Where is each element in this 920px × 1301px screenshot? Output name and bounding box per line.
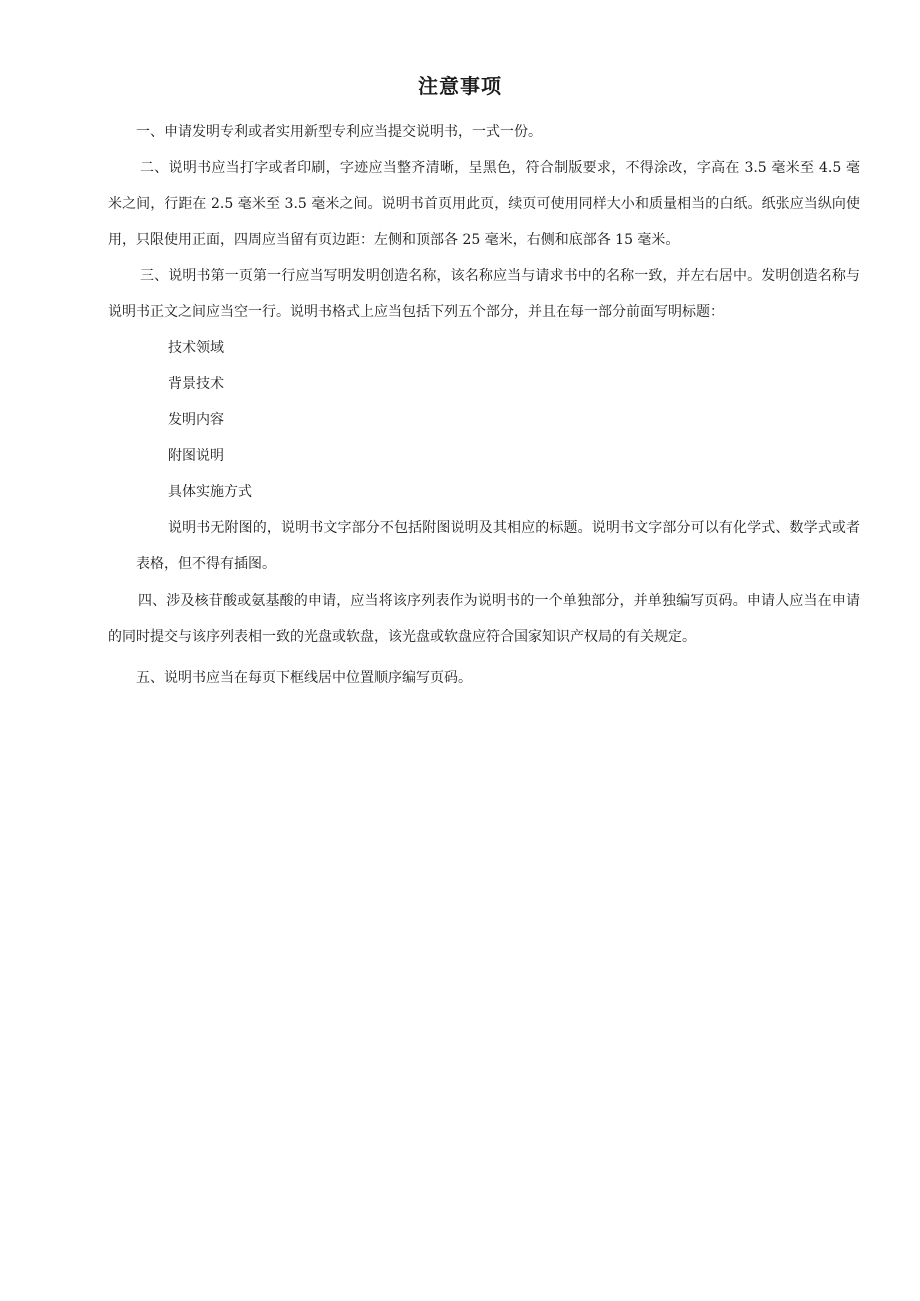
section-item-technical-field: 技术领域 <box>168 340 224 356</box>
paragraph-4: 四、涉及核苷酸或氨基酸的申请，应当将该序列表作为说明书的一个单独部分，并单独编写页码。申请人应当在申请的同时提交与该序列表相一致的光盘或软盘，该光盘或软盘应符合国家知识产权局的有关规定。 <box>108 593 860 645</box>
section-item-background: 背景技术 <box>168 376 224 392</box>
section-list <box>168 330 252 510</box>
section-item-summary: 发明内容 <box>168 412 224 428</box>
paragraph-5: 五、说明书应当在每页下框线居中位置顺序编写页码。 <box>136 670 472 686</box>
section-item-drawings: 附图说明 <box>168 448 224 464</box>
page-title: 注意事项 <box>418 74 502 98</box>
paragraph-3: 三、说明书第一页第一行应当写明发明创造名称，该名称应当与请求书中的名称一致，并左右居中。发明创造名称与说明书正文之间应当空一行。说明书格式上应当包括下列五个部分，并且在每一部分前面写明标题： <box>108 268 860 320</box>
paragraph-2: 二、说明书应当打字或者印刷，字迹应当整齐清晰，呈黑色，符合制版要求，不得涂改，字高在 3.5 毫米至 4.5 毫米之间，行距在 2.5 毫米至 3.5 毫米之间。说明书首页用此页，续页可使用同样大小和质量相当的白纸。纸张应当纵向使用，只限使用正面，四周应当留有页边距：左侧和顶部各 25 毫米，右侧和底部各 15 毫米。 <box>108 160 860 248</box>
section-note: 说明书无附图的，说明书文字部分不包括附图说明及其相应的标题。说明书文字部分可以有化学式、数学式或者表格，但不得有插图。 <box>136 520 860 572</box>
section-item-embodiments: 具体实施方式 <box>168 484 252 500</box>
paragraph-1: 一、申请发明专利或者实用新型专利应当提交说明书，一式一份。 <box>136 124 542 140</box>
